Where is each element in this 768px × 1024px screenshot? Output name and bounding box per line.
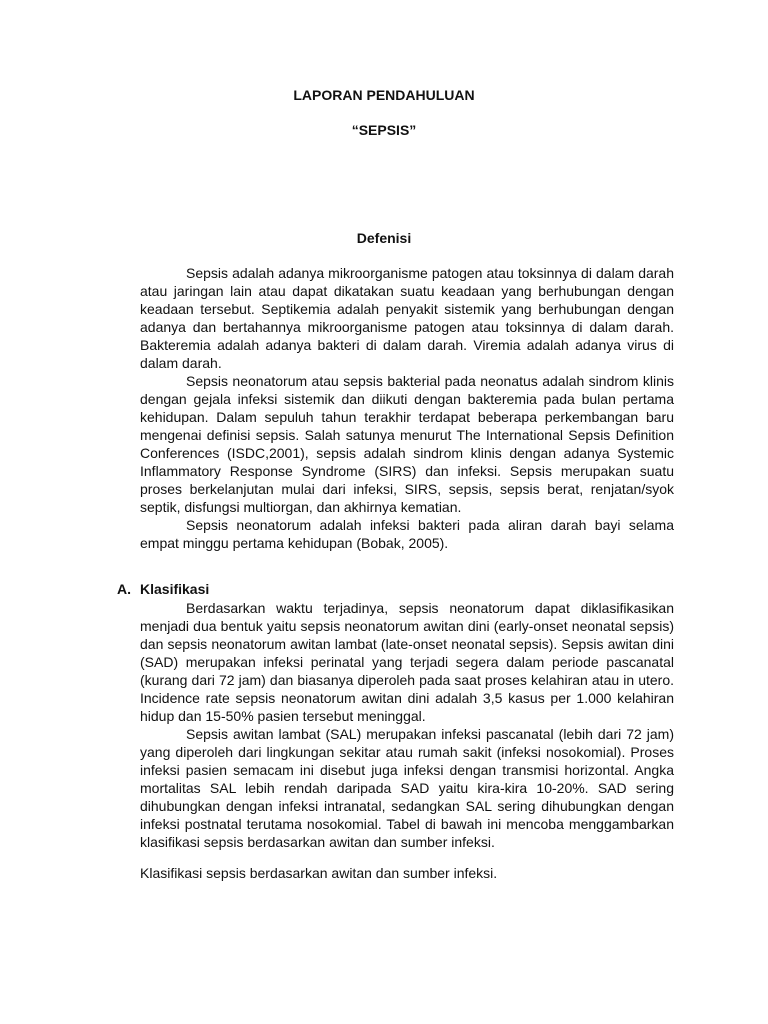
definition-paragraph-2: Sepsis neonatorum atau sepsis bakterial pada neonatus adalah sindrom klinis dengan gejala infeksi sistemik dan diikuti dengan bakteremia pada bulan pertama kehidupan. Dalam sepuluh tahun terakhir terdapat beberapa perkembangan baru mengenai definisi sepsis. Salah satunya menurut The International Sepsis Definition Conferences (ISDC,2001), sepsis adalah sindrom klinis dengan adanya Systemic Inflammatory Response Syndrome (SIRS) dan infeksi. Sepsis merupakan suatu proses berkelanjutan mulai dari infeksi, SIRS, sepsis, sepsis berat, renjatan/syok septik, disfungsi multiorgan, dan akhirnya kematian. [140, 373, 674, 515]
table-caption: Klasifikasi sepsis berdasarkan awitan dan sumber infeksi. [140, 865, 498, 881]
classification-paragraph-2: Sepsis awitan lambat (SAL) merupakan infeksi pascanatal (lebih dari 72 jam) yang diperoleh dari lingkungan sekitar atau rumah sakit (infeksi nosokomial). Proses infeksi pasien semacam ini disebut juga infeksi dengan transmisi horizontal. Angka mortalitas SAL lebih rendah daripada SAD yaitu kira-kira 10-20%. SAD sering dihubungkan dengan infeksi intranatal, sedangkan SAL sering dihubungkan dengan infeksi postnatal terutama nosokomial. Tabel di bawah ini mencoba menggambarkan klasifikasi sepsis berdasarkan awitan dan sumber infeksi. [140, 726, 674, 850]
classification-caption-block [140, 864, 674, 882]
definition-heading: Defenisi [356, 230, 412, 246]
document-subtitle: “SEPSIS” [351, 122, 417, 138]
definition-paragraph-1: Sepsis adalah adanya mikroorganisme patogen atau toksinnya di dalam darah atau jaringan lain atau dapat dikatakan suatu keadaan yang berhubungan dengan keadaan tersebut. Septikemia adalah penyakit sistemik yang berhubungan dengan adanya dan bertahannya mikroorganisme patogen atau toksinnya di dalam darah. Bakteremia adalah adanya bakteri di dalam darah. Viremia adalah adanya virus di dalam darah. [140, 265, 674, 371]
document-title: LAPORAN PENDAHULUAN [293, 87, 475, 103]
definition-body [140, 264, 674, 552]
classification-paragraph-1: Berdasarkan waktu terjadinya, sepsis neonatorum dapat diklasifikasikan menjadi dua bentuk yaitu sepsis neonatorum awitan dini (early-onset neonatal sepsis) dan sepsis neonatorum awitan lambat (late-onset neonatal sepsis). Sepsis awitan dini (SAD) merupakan infeksi perinatal yang terjadi segera dalam periode pascanatal (kurang dari 72 jam) dan biasanya diperoleh pada saat proses kelahiran atau in utero. Incidence rate sepsis neonatorum awitan dini adalah 3,5 kasus per 1.000 kelahiran hidup dan 15-50% pasien tersebut meninggal. [140, 600, 674, 724]
definition-paragraph-3: Sepsis neonatorum adalah infeksi bakteri pada aliran darah bayi selama empat minggu pertama kehidupan (Bobak, 2005). [140, 517, 674, 551]
classification-marker: A. [117, 581, 131, 597]
classification-heading-text: Klasifikasi [140, 581, 210, 597]
classification-body [140, 599, 674, 851]
classification-heading [117, 580, 209, 598]
